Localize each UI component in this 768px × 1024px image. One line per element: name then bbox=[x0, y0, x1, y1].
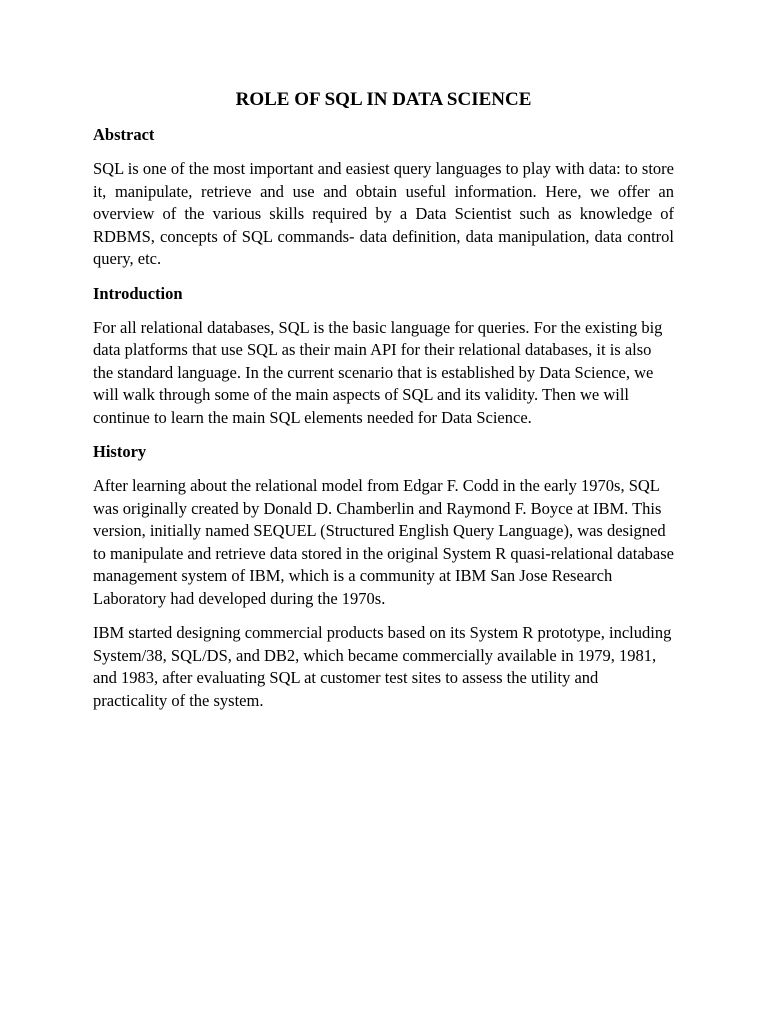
history-paragraph-2: IBM started designing commercial products based on its System R prototype, including System/38, SQL/DS, and DB2, which became commercially available in 1979, 1981, and 1983, after evaluating SQL at customer test sites to assess the utility and practicality of the system. bbox=[93, 623, 672, 710]
document-title: ROLE OF SQL IN DATA SCIENCE bbox=[235, 89, 532, 110]
history-heading: History bbox=[93, 442, 147, 461]
introduction-heading: Introduction bbox=[93, 283, 183, 303]
abstract-paragraph: SQL is one of the most important and easiest query languages to play with data: to store it, manipulate, retrieve and use and obtain useful information. Here, we offer an overview of the various skills required by a Data Scientist such as knowledge of RDBMS, concepts of SQL commands- data definition, data manipulation, data control query, etc. bbox=[93, 159, 674, 268]
introduction-paragraph: For all relational databases, SQL is the basic language for queries. For the existing big data platforms that use SQL as their main API for their relational databases, it is also the standard language. In the current scenario that is established by Data Science, we will walk through some of the main aspects of SQL and its validity. Then we will continue to learn the main SQL elements needed for Data Science. bbox=[93, 317, 663, 427]
document-page bbox=[93, 88, 674, 724]
history-paragraph-1: After learning about the relational model from Edgar F. Codd in the early 1970s, SQL was originally created by Donald D. Chamberlin and Raymond F. Boyce at IBM. This version, initially named SEQUEL (Structured English Query Language), was designed to manipulate and retrieve data stored in the original System R quasi-relational database management system of IBM, which is a community at IBM San Jose Research Laboratory had developed during the 1970s. bbox=[93, 476, 674, 608]
abstract-heading: Abstract bbox=[93, 125, 155, 144]
